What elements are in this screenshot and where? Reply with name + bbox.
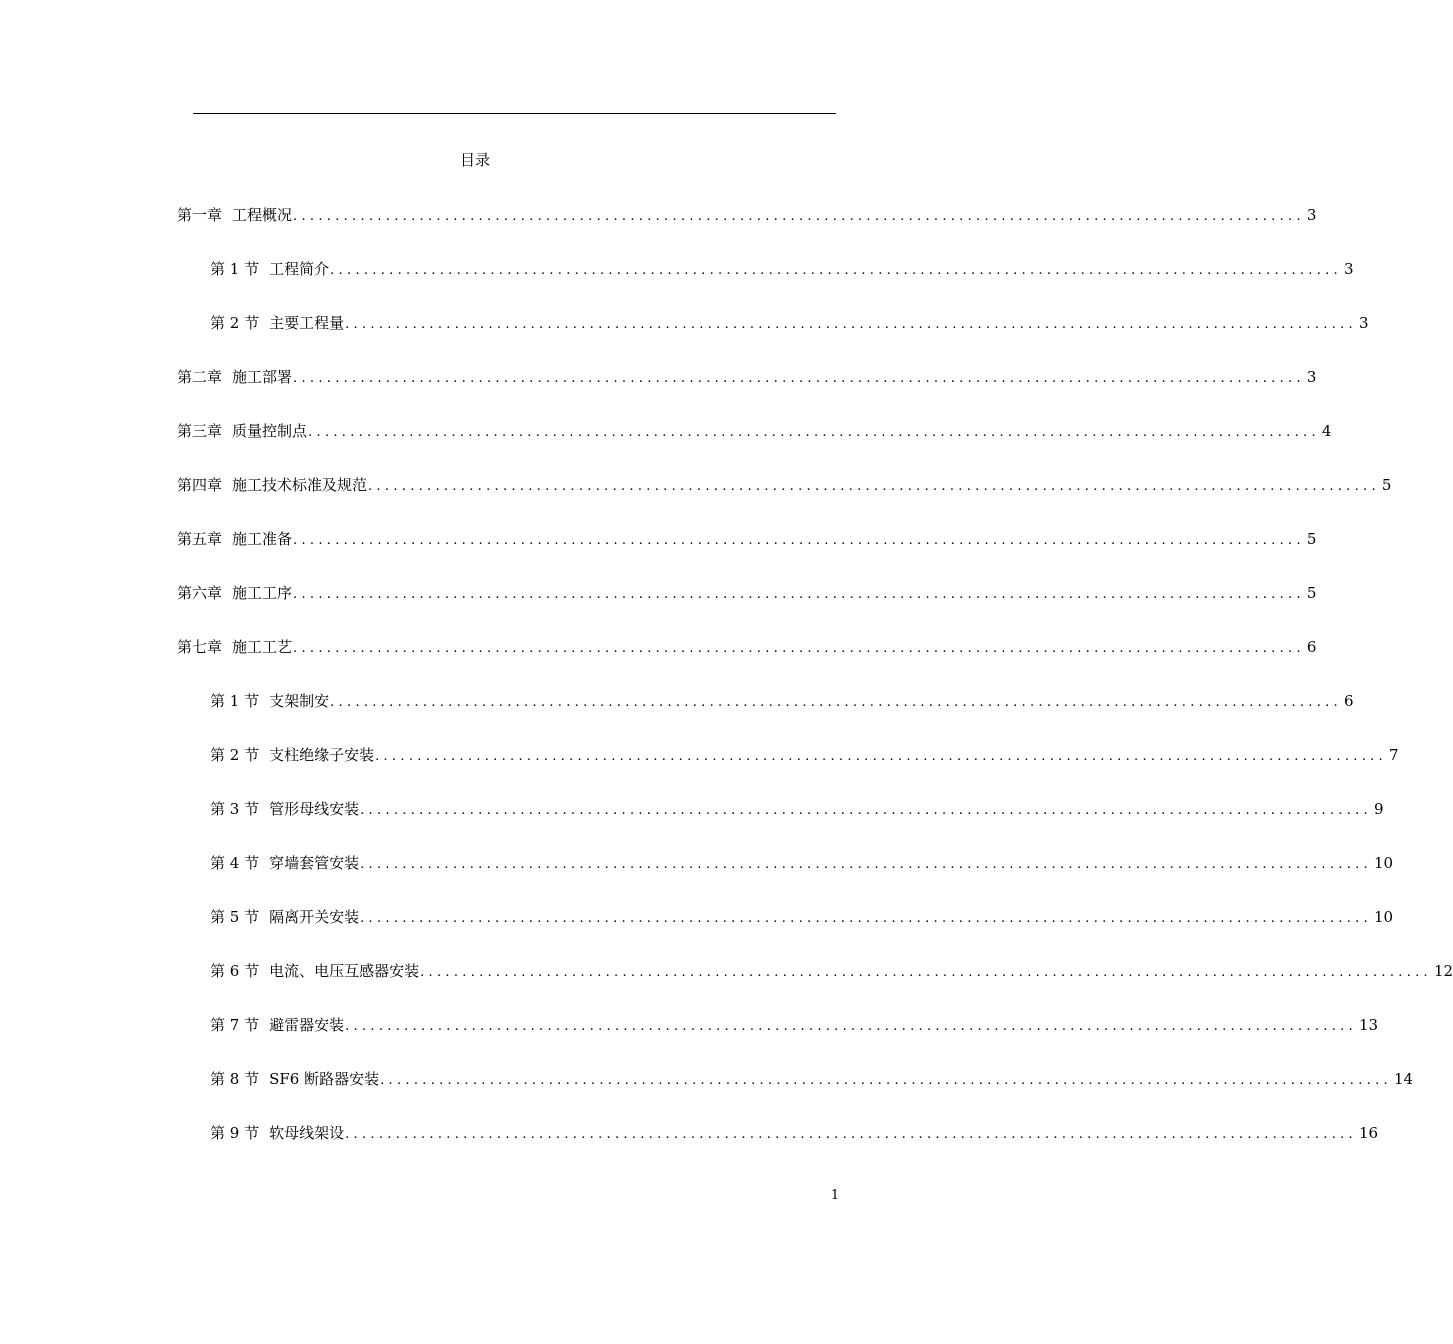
toc-entry-title: 穿墙套管安装 [269,854,360,872]
toc-entry-page: 3 [1306,368,1317,386]
toc-entry-page: 5 [1381,476,1392,494]
toc-entry-number: 第四章 [177,476,223,494]
toc-entry-page: 9 [1374,800,1384,818]
dot-leader: ........................................................................................................................ [293,209,1305,224]
toc-entry[interactable] [210,259,1354,279]
toc-entry-page: 3 [1344,260,1354,278]
toc-entry[interactable] [177,367,1317,387]
toc-entry-page: 14 [1393,1070,1414,1088]
toc-entry-number: 第 2 节 [210,314,260,332]
toc-entry-title: 主要工程量 [269,314,345,332]
toc-entry-number: 第 1 节 [210,692,260,710]
dot-leader: ........................................................................................................................ [360,803,1372,818]
toc-entry[interactable] [210,907,1394,927]
toc-entry-page: 12 [1434,962,1453,980]
dot-leader: ........................................................................................................................ [293,371,1305,386]
dot-leader: ........................................................................................................................ [360,911,1372,926]
toc-entry-title: 施工技术标准及规范 [232,476,368,494]
toc-entry-title: 工程简介 [269,260,330,278]
toc-entry-page: 13 [1359,1016,1379,1034]
toc-entry[interactable] [210,853,1394,873]
toc-entry-page: 7 [1389,746,1399,764]
toc-entry[interactable] [210,691,1354,711]
dot-leader: ........................................................................................................................ [345,1127,1357,1142]
toc-entry-page: 16 [1359,1124,1379,1142]
toc-entry-number: 第六章 [177,584,223,602]
dot-leader: ........................................................................................................................ [368,479,1380,494]
toc-entry-number: 第 9 节 [210,1124,260,1142]
toc-entry-page: 6 [1306,638,1317,656]
toc-entry-title: 支柱绝缘子安装 [269,746,375,764]
toc-entry[interactable] [177,475,1392,495]
toc-entry[interactable] [210,745,1399,765]
toc-entry-page: 5 [1306,584,1317,602]
toc-entry-page: 4 [1321,422,1332,440]
dot-leader: ........................................................................................................................ [330,263,1342,278]
toc-entry-number: 第 7 节 [210,1016,260,1034]
toc-entry-title: 施工工序 [232,584,293,602]
dot-leader: ........................................................................................................................ [330,695,1342,710]
toc-entry-title: 施工部署 [232,368,293,386]
toc-entry-title: 管形母线安装 [269,800,360,818]
dot-leader: ........................................................................................................................ [380,1073,1392,1088]
toc-entry-number: 第 1 节 [210,260,260,278]
dot-leader: ........................................................................................................................ [308,425,1320,440]
toc-entry[interactable] [177,421,1332,441]
toc-entry-number: 第 4 节 [210,854,260,872]
toc-entry[interactable] [177,637,1317,657]
toc-entry-page: 10 [1374,908,1394,926]
toc-entry-number: 第 8 节 [210,1070,260,1088]
toc-entry-title: 电流、电压互感器安装 [269,962,420,980]
toc-entry-title: 避雷器安装 [269,1016,345,1034]
toc-entry-page: 3 [1359,314,1369,332]
toc-entry-title: SF6 断路器安装 [269,1070,380,1088]
toc-entry-number: 第五章 [177,530,223,548]
toc-entry-number: 第七章 [177,638,223,656]
toc-entry-page: 6 [1344,692,1354,710]
toc-entry[interactable] [210,1015,1379,1035]
dot-leader: ........................................................................................................................ [293,533,1305,548]
toc-entry-number: 第 6 节 [210,962,260,980]
dot-leader: ........................................................................................................................ [345,317,1357,332]
toc-entry[interactable] [210,1069,1414,1089]
toc-entry-page: 10 [1374,854,1394,872]
toc-entry-title: 隔离开关安装 [269,908,360,926]
toc-entry-page: 5 [1306,530,1317,548]
dot-leader: ........................................................................................................................ [293,587,1305,602]
toc-entry-title: 工程概况 [232,206,293,224]
dot-leader: ........................................................................................................................ [420,965,1432,980]
toc-entry-title: 支架制安 [269,692,330,710]
dot-leader: ........................................................................................................................ [345,1019,1357,1034]
toc-entry-title: 软母线架设 [269,1124,345,1142]
page-number: 1 [830,1188,840,1203]
toc-entry-page: 3 [1306,206,1317,224]
dot-leader: ........................................................................................................................ [360,857,1372,872]
toc-entry[interactable] [177,529,1317,549]
toc-entry-number: 第二章 [177,368,223,386]
toc-entry[interactable] [177,583,1317,603]
toc-entry-number: 第 5 节 [210,908,260,926]
toc-entry-number: 第 2 节 [210,746,260,764]
toc-entry[interactable] [177,205,1317,225]
toc-entry-title: 施工工艺 [232,638,293,656]
toc-entry[interactable] [210,799,1384,819]
toc-entry-number: 第一章 [177,206,223,224]
toc-entry-number: 第三章 [177,422,223,440]
toc-entry-title: 质量控制点 [232,422,308,440]
toc-entry[interactable] [210,961,1453,981]
dot-leader: ........................................................................................................................ [293,641,1305,656]
toc-entry[interactable] [210,313,1369,333]
dot-leader: ........................................................................................................................ [375,749,1387,764]
toc-title: 目录 [459,151,490,169]
toc-entry-title: 施工准备 [232,530,293,548]
toc-entry-number: 第 3 节 [210,800,260,818]
toc-entry[interactable] [210,1123,1379,1143]
